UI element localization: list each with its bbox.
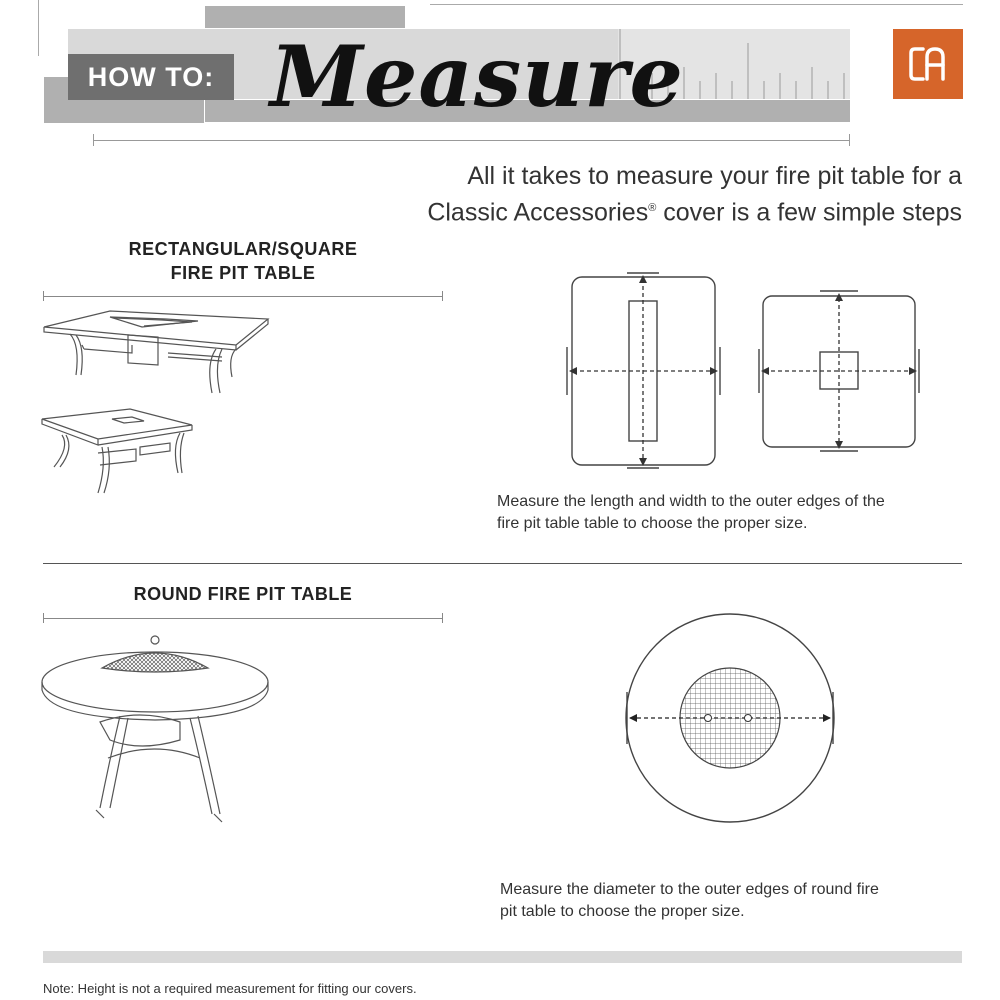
rect-caption-line-1: Measure the length and width to the outer edges of the xyxy=(497,493,885,510)
header-top-rule xyxy=(430,4,963,5)
howto-label: HOW TO: xyxy=(68,54,234,100)
header-rule xyxy=(93,140,850,141)
intro-line-2-end: cover is a few simple steps xyxy=(656,198,962,227)
rect-title-line-1: RECTANGULAR/SQUARE xyxy=(128,239,358,259)
page-title: Measure xyxy=(270,27,684,126)
round-caption-line-1: Measure the diameter to the outer edges of round fire xyxy=(500,881,879,898)
round-caption xyxy=(500,879,970,923)
brand-logo xyxy=(893,29,963,99)
intro-line-2 xyxy=(362,192,962,228)
footer-bar xyxy=(43,951,962,963)
registered-mark: ® xyxy=(648,202,657,214)
section-divider xyxy=(43,563,962,564)
header-rule-tick xyxy=(93,134,94,146)
rule-tick xyxy=(442,291,443,301)
rect-caption xyxy=(497,491,967,535)
round-measure-diagram xyxy=(620,608,840,828)
rectangle-measure-diagram xyxy=(555,265,735,475)
round-title-rule xyxy=(43,618,443,619)
footer-note: Note: Height is not a required measurement for fitting our covers. xyxy=(43,981,417,996)
rectangular-table-illustration xyxy=(40,305,275,400)
rule-tick xyxy=(442,613,443,623)
rule-tick xyxy=(43,613,44,623)
rect-caption-line-2: fire pit table table to choose the proper size. xyxy=(497,515,808,532)
rect-section-title xyxy=(100,237,386,285)
round-table-illustration xyxy=(40,628,275,828)
rule-tick xyxy=(43,291,44,301)
round-section-title: ROUND FIRE PIT TABLE xyxy=(133,584,353,604)
header-rule-tick xyxy=(849,134,850,146)
intro-brand: Classic Accessories xyxy=(427,198,649,227)
classic-accessories-logo-icon xyxy=(905,41,951,87)
intro-text xyxy=(362,160,962,228)
rect-title-rule xyxy=(43,296,443,297)
square-measure-diagram xyxy=(755,285,925,455)
header-side-rule xyxy=(38,0,39,56)
round-caption-line-2: pit table to choose the proper size. xyxy=(500,903,745,920)
square-table-illustration xyxy=(40,405,200,497)
intro-line-1: All it takes to measure your fire pit table for a xyxy=(467,162,962,190)
rect-title-line-2: FIRE PIT TABLE xyxy=(170,263,316,283)
